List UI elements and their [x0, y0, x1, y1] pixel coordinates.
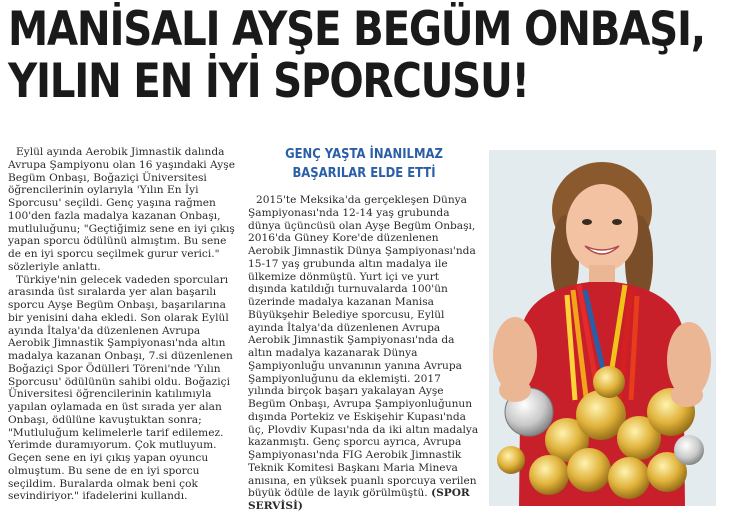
- paragraph: [248, 194, 480, 513]
- athlete-photo: [489, 150, 716, 506]
- athlete-illustration: [489, 150, 716, 506]
- news-credit: (SPOR SERVİSİ): [248, 487, 470, 512]
- headline-line-2: YILIN EN İYİ SPORCUSU!: [8, 54, 529, 109]
- paragraph: Eylül ayında Aerobik Jimnastik dalında Avrupa Şampiyonu olan 16 yaşındaki Ayşe Begüm Onbaşı, Boğaziçi Üniversitesi öğrencilerinin oylarıyla 'Yılın En İyi Sporcusu' seçildi. Genç yaşına rağmen 100'den fazla madalya kazanan Onbaşı, mutluluğunu; "Geçtiğimiz sene en iyi çıkış yapan sporcu ödülünü almıştım. Bu sene de en iyi sporcu seçilmek gurur verici." sözleriyle anlattı.: [8, 146, 235, 273]
- article-column-1: [8, 146, 240, 503]
- subheadline-line-2: BAŞARILAR ELDE ETTİ: [292, 165, 436, 181]
- headline-line-1: MANİSALI AYŞE BEGÜM ONBAŞI,: [8, 2, 705, 57]
- article-column-2: [248, 194, 480, 513]
- subheadline: [264, 145, 464, 183]
- headline: [8, 2, 705, 109]
- paragraph-text: 2015'te Meksika'da gerçekleşen Dünya Şampiyonası'nda 12-14 yaş grubunda dünya üçüncüsü olan Ayşe Begüm Onbaşı, 2016'da Güney Kore'de düzenlenen Aerobik Jimnastik Dünya Şampiyonası'nda 15-17 yaş grubunda altın madalya ile ülkemize dönmüştü. Yurt içi ve yurt dışında katıldığı turnuvalarda 100'ün üzerinde madalya kazanan Manisa Büyükşehir Belediye sporcusu, Eylül ayında İtalya'da düzenlenen Avrupa Aerobik Jimnastik Şampiyonası'nda da altın madalya kazanarak Dünya Şampiyonluğu unvanının yanına Avrupa Şampiyonluğunu da eklemişti. 2017 yılında birçok başarı yakalayan Ayşe Begüm Onbaşı, Avrupa Şampiyonluğunun dışında Portekiz ve Eskişehir Kupası'nda üç, Plovdiv Kupası'nda da iki altın madalya kazanmıştı. Genç sporcu ayrıca, Avrupa Şampiyonası'nda FIG Aerobik Jimnastik Teknik Komitesi Başkanı Maria Mineva anısına, en yüksek puanlı sporcuya verilen büyük ödüle de layık görülmüştü.: [248, 194, 479, 500]
- subheadline-line-1: GENÇ YAŞTA İNANILMAZ: [285, 146, 443, 162]
- paragraph: Türkiye'nin gelecek vadeden sporcuları arasında üst sıralarda yer alan başarılı sporcu Ayşe Begüm Onbaşı, başarılarına bir yenisini daha ekledi. Son olarak Eylül ayında İtalya'da düzenlenen Avrupa Aerobik Jimnastik Şampiyonası'nda altın madalya kazanan Onbaşı, 7.si düzenlenen Boğaziçi Spor Ödülleri Töreni'nde 'Yılın Sporcusu' ödülünün sahibi oldu. Boğaziçi Üniversitesi öğrencilerinin katılımıyla yapılan oylamada en üst sırada yer alan Onbaşı, ödülüne kavuştuktan sonra; "Mutluluğum kelimelerle tarif edilemez. Yerimde duramıyorum. Çok mutluyum. Geçen sene en iyi çıkış yapan oyuncu olmuştum. Bu sene de en iyi sporcu seçildim. Buralarda olmak beni çok sevindiriyor." ifadelerini kullandı.: [8, 273, 233, 503]
